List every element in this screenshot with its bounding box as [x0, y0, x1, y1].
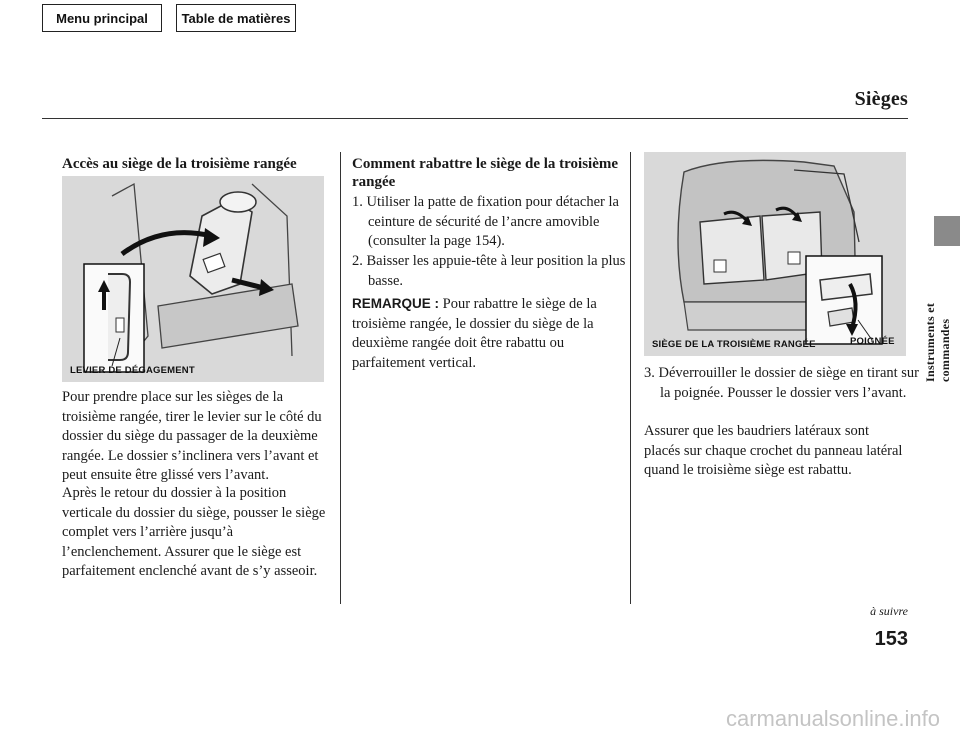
belt-hook-paragraph: Assurer que les baudriers latéraux sont placés sur chaque crochet du panneau latéral quand le troisième siège est rabattu. — [644, 423, 903, 478]
chapter-tab-label: Instruments et commandes — [923, 302, 952, 382]
access-paragraph-1: Pour prendre place sur les sièges de la troisième rangée, tirer le levier sur le côté du dossier du siège du passager de la deuxième rangée. Le dossier s’inclinera vers l’avant et peut ensuite être glissé vers l’avant. — [62, 389, 322, 483]
section-heading-fold-third-row: Comment rabattre le siège de la troisième rangée — [352, 156, 619, 190]
cargo-area-drawing — [644, 152, 906, 356]
third-row-seat-caption: SIÈGE DE LA TROISIÈME RANGÉE — [652, 339, 816, 350]
section-heading-third-row-access: Accès au siège de la troisième rangée — [62, 156, 297, 172]
header-divider — [42, 118, 908, 119]
page-title: Sièges — [854, 88, 908, 110]
handle-caption: POIGNÉE — [850, 336, 895, 347]
watermark: carmanualsonline.info — [725, 706, 940, 731]
page-number: 153 — [874, 628, 908, 650]
main-menu-button[interactable]: Menu principal — [42, 4, 162, 32]
release-lever-caption: LEVIER DE DÉGAGEMENT — [70, 365, 195, 376]
step-1: 1. Utiliser la patte de fixation pour détacher la ceinture de sécurité de l’ancre amovible (consulter la page 154). — [352, 194, 619, 249]
continued-indicator: à suivre — [870, 604, 908, 618]
remarque-note — [352, 294, 624, 373]
table-of-contents-button[interactable]: Table de matières — [176, 4, 296, 32]
step-3: 3. Déverrouiller le dossier de siège en tirant sur la poignée. Pousser le dossier vers l’avant. — [644, 365, 920, 401]
seat-release-drawing — [62, 176, 324, 382]
step-2: 2. Baisser les appuie-tête à leur position la plus basse. — [352, 253, 626, 289]
remarque-label: REMARQUE : — [352, 296, 439, 311]
remarque-text: Pour rabattre le siège de la troisième rangée, le dossier du siège de la deuxième rangée doit être rabattu ou parfaitement vertical. — [352, 296, 597, 371]
column-divider-left — [340, 152, 341, 604]
release-lever-illustration — [62, 176, 324, 382]
third-row-seat-illustration — [644, 152, 906, 356]
chapter-tab-marker — [934, 216, 960, 246]
access-paragraph-2: Après le retour du dossier à la position verticale du dossier du siège, pousser le siège complet vers l’arrière jusqu’à l’enclenchement. Assurer que le siège est parfaitement enclenché avant de s’y asseoir. — [62, 485, 326, 579]
